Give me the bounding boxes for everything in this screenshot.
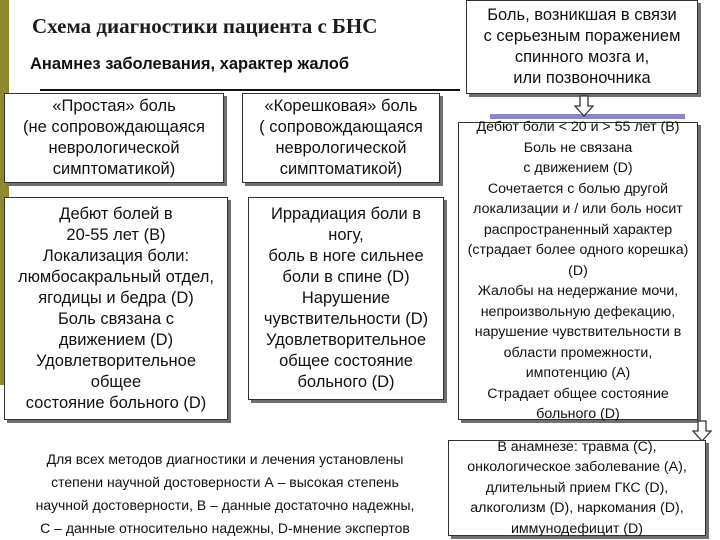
evidence-footnote: Для всех методов диагностики и лечения установлены степени научной достоверности А – высокая степень научной достоверности, В – данные достаточно надежны, С – данные относительно надежны, D-мнение экспертов xyxy=(35,451,415,536)
simple-pain-criteria-box: Дебют болей в 20-55 лет (B) Локализация боли: люмбосакральный отдел, ягодицы и бедра (D) Боль связана с движением (D) Удовлетворительное общее состояние больного (D) xyxy=(4,197,228,420)
history-box: В анамнезе: травма (С), онкологическое заболевание (А), длительный прием ГКС (D), алкоголизм (D), наркомания (D), иммунодефицит (D) xyxy=(448,440,706,536)
page-subtitle: Анамнез заболевания, характер жалоб xyxy=(30,55,350,73)
simple-pain-box: «Простая» боль (не сопровождающаяся неврологической симптоматикой) xyxy=(4,93,224,183)
connector-line xyxy=(40,89,460,91)
down-arrow-icon xyxy=(692,420,712,442)
radicular-pain-criteria-box: Иррадиация боли в ногу, боль в ноге сильнее боли в спине (D) Нарушение чувствительности (D) Удовлетворительное общее состояние больного (D) xyxy=(248,197,444,400)
red-flags-box: Дебют боли < 20 и > 55 лет (B) Боль не связана с движением (D) Сочетается с болью другой локализации и / или боль носит распространенный характер (страдает более одного корешка) (D) Жалобы на недержание мочи, непроизвольную дефекацию, нарушение чувствительности в области промежности, импотенцию (А) Страдает общее состояние больного (D) xyxy=(458,122,698,420)
serious-pain-box: Боль, возникшая в связи с серьезным поражением спинного мозга и, или позвоночника xyxy=(466,0,698,94)
page-title: Схема диагностики пациента с БНС xyxy=(32,14,378,38)
down-arrow-icon xyxy=(574,95,594,117)
radicular-pain-box: «Корешковая» боль ( сопровождающаяся неврологической симптоматикой) xyxy=(242,93,440,183)
